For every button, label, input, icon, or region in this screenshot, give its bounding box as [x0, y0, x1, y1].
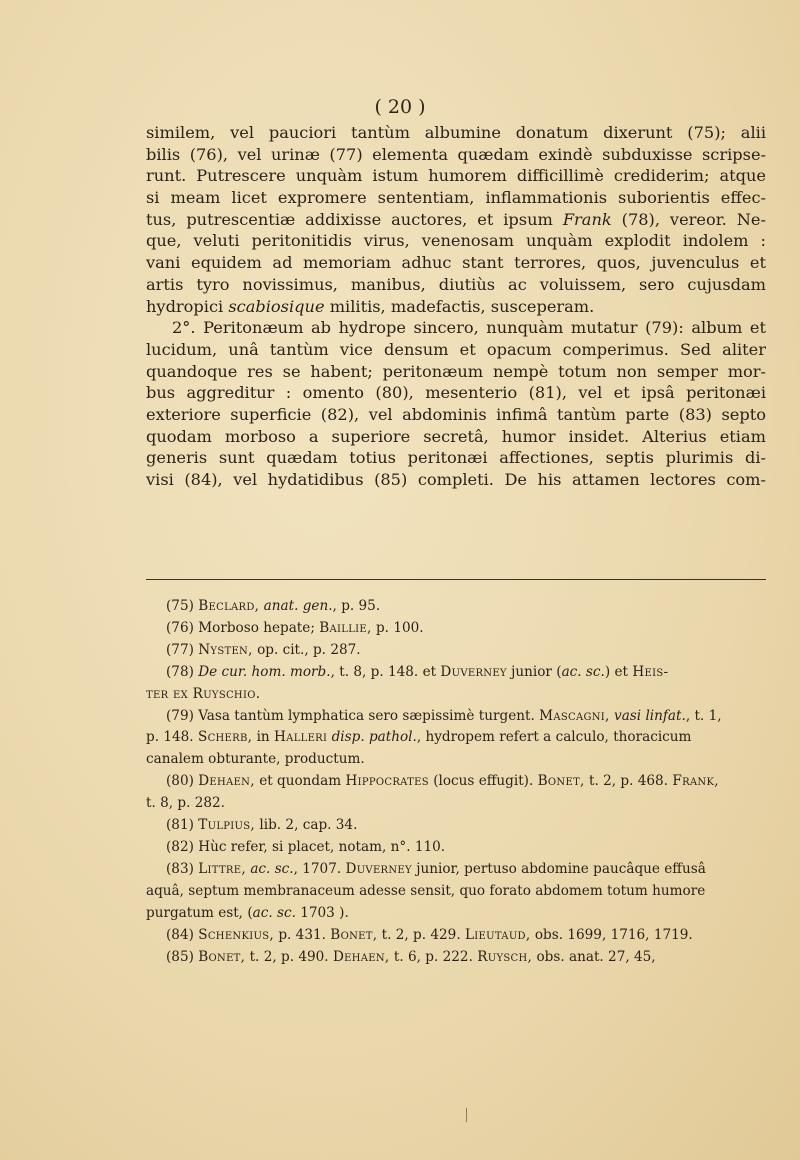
- body-line: runt. Putrescere unquàm istum humorem difficillimè crediderim; atque: [146, 166, 766, 186]
- footnote-80: (80) Dehaen, et quondam Hippocrates (locus effugit). Bonet, t. 2, p. 468. Frank,: [166, 773, 719, 790]
- footnote-83: (83) Littre, ac. sc., 1707. Duverney junior, pertuso abdomine paucâque effusâ: [166, 860, 706, 877]
- page-number: ( 20 ): [374, 96, 426, 118]
- body-line: quodam morboso a superiore secretâ, humor insidet. Alterius etiam: [146, 426, 766, 446]
- body-line-text: tus, putrescentiæ addixisse auctores, et ipsum: [146, 209, 553, 229]
- body-line: artis tyro novissimus, manibus, diutiùs ac voluissem, sero cujusdam: [146, 274, 766, 294]
- body-italic: scabiosique: [228, 296, 325, 316]
- page-mark: [466, 1108, 467, 1122]
- body-line-text: (78), vereor. Ne-: [621, 209, 766, 229]
- body-line: visi (84), vel hydatidibus (85) completi. De his attamen lectores com-: [146, 470, 766, 489]
- body-italic: Frank: [562, 209, 612, 229]
- body-line: bilis (76), vel urinæ (77) elementa quædam exindè subduxisse scripse-: [146, 144, 766, 164]
- footnote-82: (82) Hùc refer, si placet, notam, n°. 110.: [166, 838, 446, 855]
- body-line-text: militis, madefactis, susceperam.: [329, 296, 595, 316]
- body-line: 2°. Peritonæum ab hydrope sincero, nunquàm mutatur (79): album et: [172, 318, 766, 338]
- footnote-79: (79) Vasa tantùm lymphatica sero sæpissimè turgent. Mascagni, vasi linfat., t. 1,: [166, 707, 722, 724]
- body-line: quandoque res se habent; peritonæum nempè totum non semper mor-: [146, 361, 766, 381]
- footnote-80-cont: t. 8, p. 282.: [146, 795, 226, 812]
- footnote-77: (77) Nysten, op. cit., p. 287.: [166, 641, 361, 658]
- body-line: generis sunt quædam totius peritonæi affectiones, septis plurimis di-: [146, 448, 766, 468]
- footnote-83-cont: aquâ, septum membranaceum adesse sensit, quo forato abdomem totum humore: [146, 882, 706, 899]
- footnote-79-cont2: canalem obturante, productum.: [146, 751, 365, 768]
- footnote-78-cont: ter ex Ruyschio.: [146, 685, 261, 702]
- footnote-84: (84) Schenkius, p. 431. Bonet, t. 2, p. 429. Lieutaud, obs. 1699, 1716, 1719.: [166, 926, 693, 943]
- body-line: exteriore superficie (82), vel abdominis infimâ tantùm parte (83) septo: [146, 404, 766, 424]
- footnote-79-cont: p. 148. Scherb, in Halleri disp. pathol., hydropem refert a calculo, thoracicum: [146, 729, 692, 746]
- footnotes-block: [146, 596, 768, 968]
- footnote-divider: [146, 579, 766, 580]
- body-line-text: hydropici: [146, 296, 224, 316]
- main-text-block: [146, 122, 766, 491]
- footnote-81: (81) Tulpius, lib. 2, cap. 34.: [166, 817, 358, 834]
- body-line: [146, 209, 766, 231]
- body-line: [146, 296, 766, 318]
- body-line: bus aggreditur : omento (80), mesenterio (81), vel et ipsâ peritonæi: [146, 383, 766, 403]
- footnote-76: (76) Morboso hepate; Baillie, p. 100.: [166, 619, 424, 636]
- body-line: vani equidem ad memoriam adhuc stant terrores, quos, juvenculus et: [146, 253, 766, 273]
- body-line: que, veluti peritonitidis virus, venenosam unquàm explodit indolem :: [146, 231, 766, 251]
- body-line: similem, vel pauciori tantùm albumine donatum dixerunt (75); alii: [146, 123, 766, 142]
- body-line: lucidum, unâ tantùm vice densum et opacum comperimus. Sed aliter: [146, 339, 766, 359]
- footnote-78: (78) De cur. hom. morb., t. 8, p. 148. et Duverney junior (ac. sc.) et Heis-: [166, 663, 669, 680]
- footnote-75: (75) Beclard, anat. gen., p. 95.: [166, 598, 381, 614]
- body-line: si meam licet expromere sententiam, inflammationis suborientis effec-: [146, 188, 766, 208]
- footnote-83-cont2: purgatum est, (ac. sc. 1703 ).: [146, 904, 349, 921]
- footnote-85: (85) Bonet, t. 2, p. 490. Dehaen, t. 6, p. 222. Ruysch, obs. anat. 27, 45,: [166, 948, 656, 965]
